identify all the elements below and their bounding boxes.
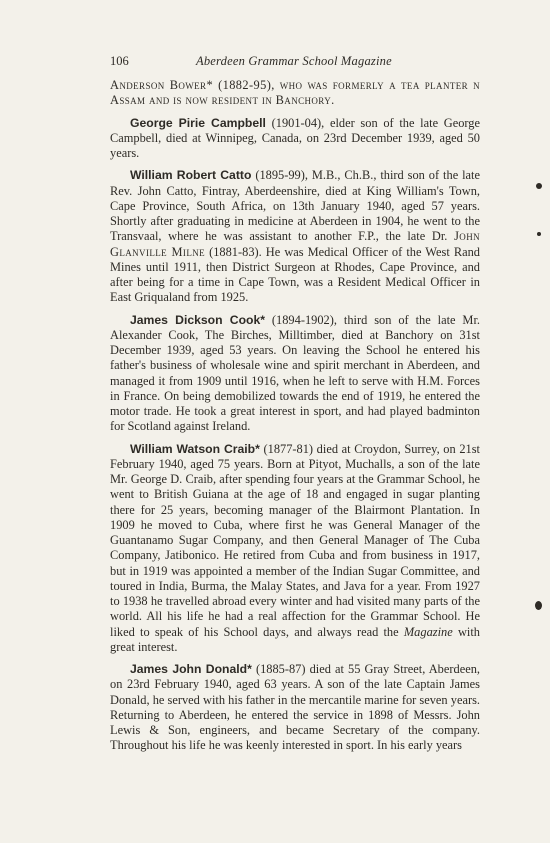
entry-bower-text: Anderson Bower* (1882-95), who was formerly a tea planter n Assam and is now resident in Banchory. [110,78,480,108]
margin-ink-mark [537,232,541,236]
entry-cook-name: James Dickson Cook* [130,312,265,327]
entry-catto [110,168,480,305]
entry-campbell-text: (1901-04), elder son of the late George Campbell, died at Winnipeg, Canada, on 23rd December 1939, aged 50 years. [110,115,481,160]
entry-donald [110,662,480,754]
entry-bower [110,78,480,109]
entry-campbell-name: George Pirie Campbell [130,115,266,130]
obituary-column [110,78,480,761]
entry-cook [110,313,480,435]
entry-catto-text-2: (1881-83). He was Medical Officer of the West Rand Mines until 1911, then District Surgeon at Rhodes, Cape Province, and after being for a time in Cape Town, was a Resident Medical Officer in East Griqualand from 1925. [110,244,480,305]
entry-donald-name: James John Donald* [130,662,252,676]
running-header [110,52,480,70]
entry-craib-italic: Magazine [403,624,453,639]
entry-donald-text: (1885-87) died at 55 Gray Street, Aberdeen, on 23rd February 1940, aged 63 years. A son of the late Captain James Donald, he served with his father in the mercantile marine for seven years. Returning to Aberdeen, he entered the service in 1898 of Messrs. John Lewis & Son, engineers, and became Secretary of the company. Throughout his life he was keenly interested in sport. In his early years [110,662,480,753]
entry-catto-text-1: (1895-99), M.B., Ch.B., third son of the late Rev. John Catto, Fintray, Aberdeenshire, died at King William's Town, Cape Province, South Africa, on 13th January 1940, aged 57 years. Shortly after graduating in medicine at Aberdeen in 1904, he went to the Transvaal, where he was assistant to another F.P., the late Dr. [110,168,480,244]
entry-craib [110,442,480,656]
running-title: Aberdeen Grammar School Magazine [196,54,392,68]
entry-craib-name: William Watson Craib* [130,441,260,456]
entry-campbell [110,116,480,162]
entry-catto-name: William Robert Catto [130,168,252,183]
entry-craib-text-1: (1877-81) died at Croydon, Surrey, on 21st February 1940, aged 75 years. Born at Pityot, Muchalls, a son of the late Mr. George D. Craib, after spending four years at the Grammar School, he went to British Guiana at the age of 18 and engaged in sugar planting there for 25 years, becoming manager of the Blairmont Plantation. In 1909 he moved to Cuba, where first he was General Manager of the Guantanamo Sugar Company, and then General Manager of The Cuba Company, Jatibonico. He retired from Cuba and from business in 1917, but in 1919 was appointed a member of the Indian Sugar Committee, and toured in India, Burma, the Malay States, and Java for a year. From 1927 to 1938 he travelled abroad every winter and had visited many parts of the world. All his life he had a real affection for the Grammar School. He liked to speak of his School days, and always read the [110,441,480,639]
entry-craib-text-2: with great interest. [110,624,480,654]
entry-catto-ref-name: John Glanville Milne [110,229,480,259]
margin-ink-mark [536,183,542,189]
entry-cook-text: (1894-1902), third son of the late Mr. Alexander Cook, The Birches, Milltimber, died at Banchory on 31st December 1939, aged 53 years. On leaving the School he entered his father's business of wholesale wine and spirit merchant in Aberdeen, and managed it from 1909 until 1916, when he left to serve with H.M. Forces in France. On being demobilized towards the end of 1919, he entered the motor trade. He took a great interest in sport, and had played badminton for Scotland against Ireland. [110,312,480,434]
page-number: 106 [110,54,129,68]
margin-ink-mark [535,601,542,610]
